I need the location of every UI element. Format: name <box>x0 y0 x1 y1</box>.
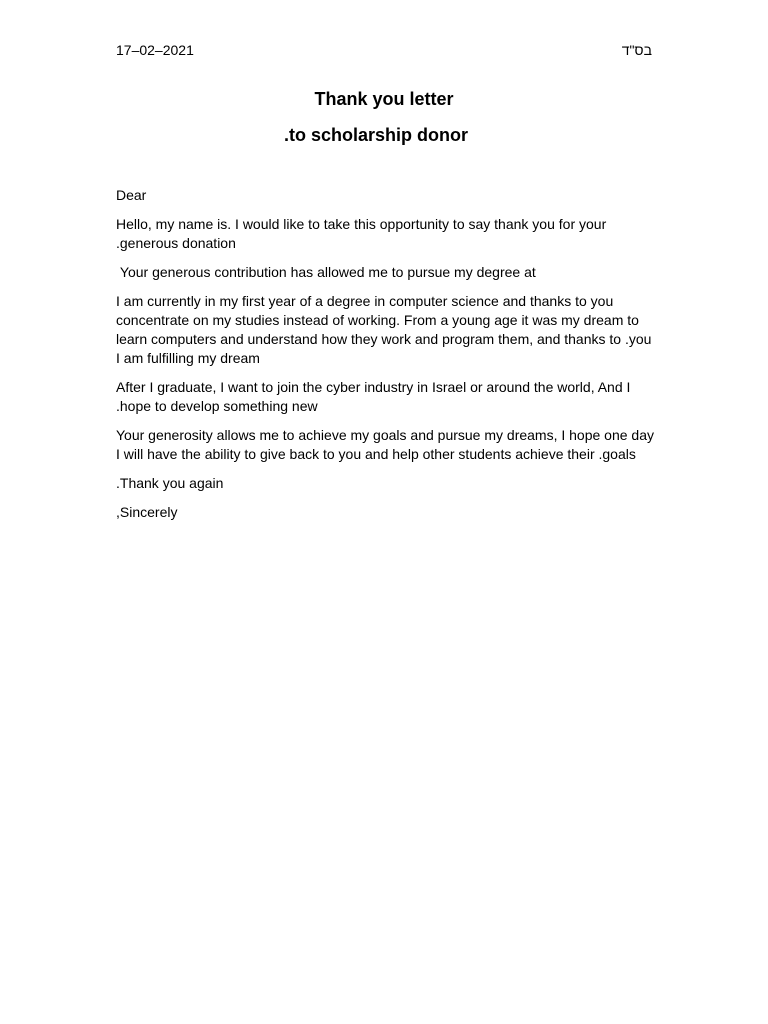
paragraph-future: After I graduate, I want to join the cyber industry in Israel or around the world, And I .hope to develop something new <box>116 379 631 414</box>
letter-subtitle: .to scholarship donor <box>283 125 468 145</box>
paragraph-thanks: .Thank you again <box>116 475 224 491</box>
letter-body <box>116 186 656 532</box>
paragraph-intro: Hello, my name is. I would like to take this opportunity to say thank you for your .generous donation <box>116 216 611 251</box>
letter-title: Thank you letter <box>314 89 454 109</box>
salutation: Dear <box>116 187 147 203</box>
paragraph-contribution: Your generous contribution has allowed me to pursue my degree at <box>116 264 536 280</box>
closing: ,Sincerely <box>116 504 178 520</box>
paragraph-studies: I am currently in my first year of a degree in computer science and thanks to you concentrate on my studies instead of working. From a young age it was my dream to learn computers and understand how they work and program them, and thanks to .you I am fulfilling my dream <box>116 293 652 366</box>
header-date: 17–02–2021 <box>116 42 194 58</box>
paragraph-generosity: Your generosity allows me to achieve my goals and pursue my dreams, I hope one day I will have the ability to give back to you and help other students achieve their .goals <box>116 427 655 462</box>
header-hebrew-mark: בס"ד <box>621 42 652 58</box>
